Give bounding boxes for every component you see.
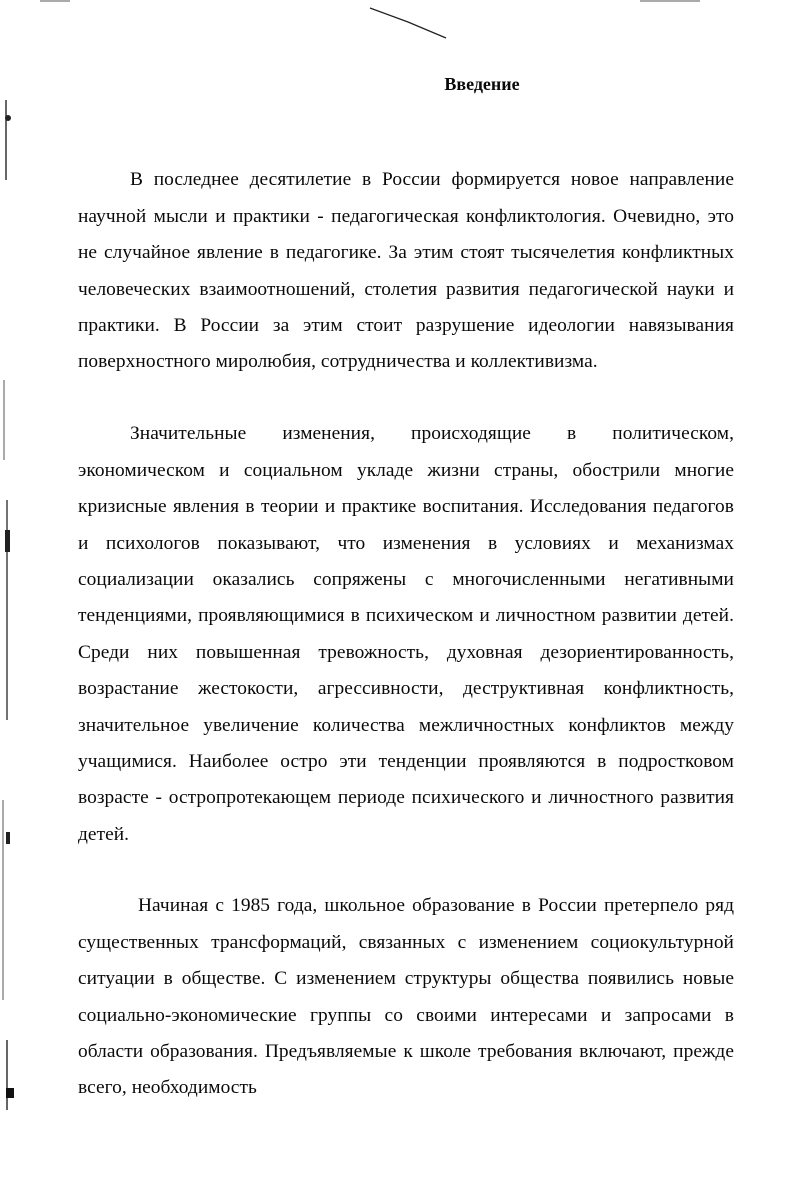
- scan-left-edge: [0, 0, 22, 1187]
- paragraph: В последнее десятилетие в России формируется новое направление научной мысли и практики - педагогическая конфликтология. Очевидно, это не случайное явление в педагогике. За этим стоят тысячелетия конфликтных человеческих взаимоотношений, столетия развития педагогической науки и практики. В России за этим стоит разрушение идеологии навязывания поверхностного миролюбия, сотрудничества и коллективизма.: [78, 169, 734, 373]
- paragraph: Значительные изменения, происходящие в политическом, экономическом и социальном укладе жизни страны, обострили многие кризисные явления в теории и практике воспитания. Исследования педагогов и психологов показывают, что изменения в условиях и механизмах социализации оказались сопряжены с многочисленными негативными тенденциями, проявляющимися в психическом и личностном развитии детей. Среди них повышенная тревожность, духовная дезориентированность, возрастание жестокости, агрессивности, деструктивная конфликтность, значительное увеличение количества межличностных конфликтов между учащимися. Наиболее остро эти тенденции проявляются в подростковом возрасте - остропротекающем периоде психического и личностного развития детей.: [78, 423, 734, 845]
- title-text: Введение: [444, 74, 520, 94]
- document-title: [0, 74, 712, 95]
- paragraph: Начиная с 1985 года, школьное образование в России претерпело ряд существенных трансформаций, связанных с изменением социокультурной ситуации в обществе. С изменением структуры общества появились новые социально-экономические группы со своими интересами и запросами в области образования. Предъявляемые к школе требования включают, прежде всего, необходимость: [78, 895, 734, 1099]
- scan-pen-stroke: [0, 0, 794, 40]
